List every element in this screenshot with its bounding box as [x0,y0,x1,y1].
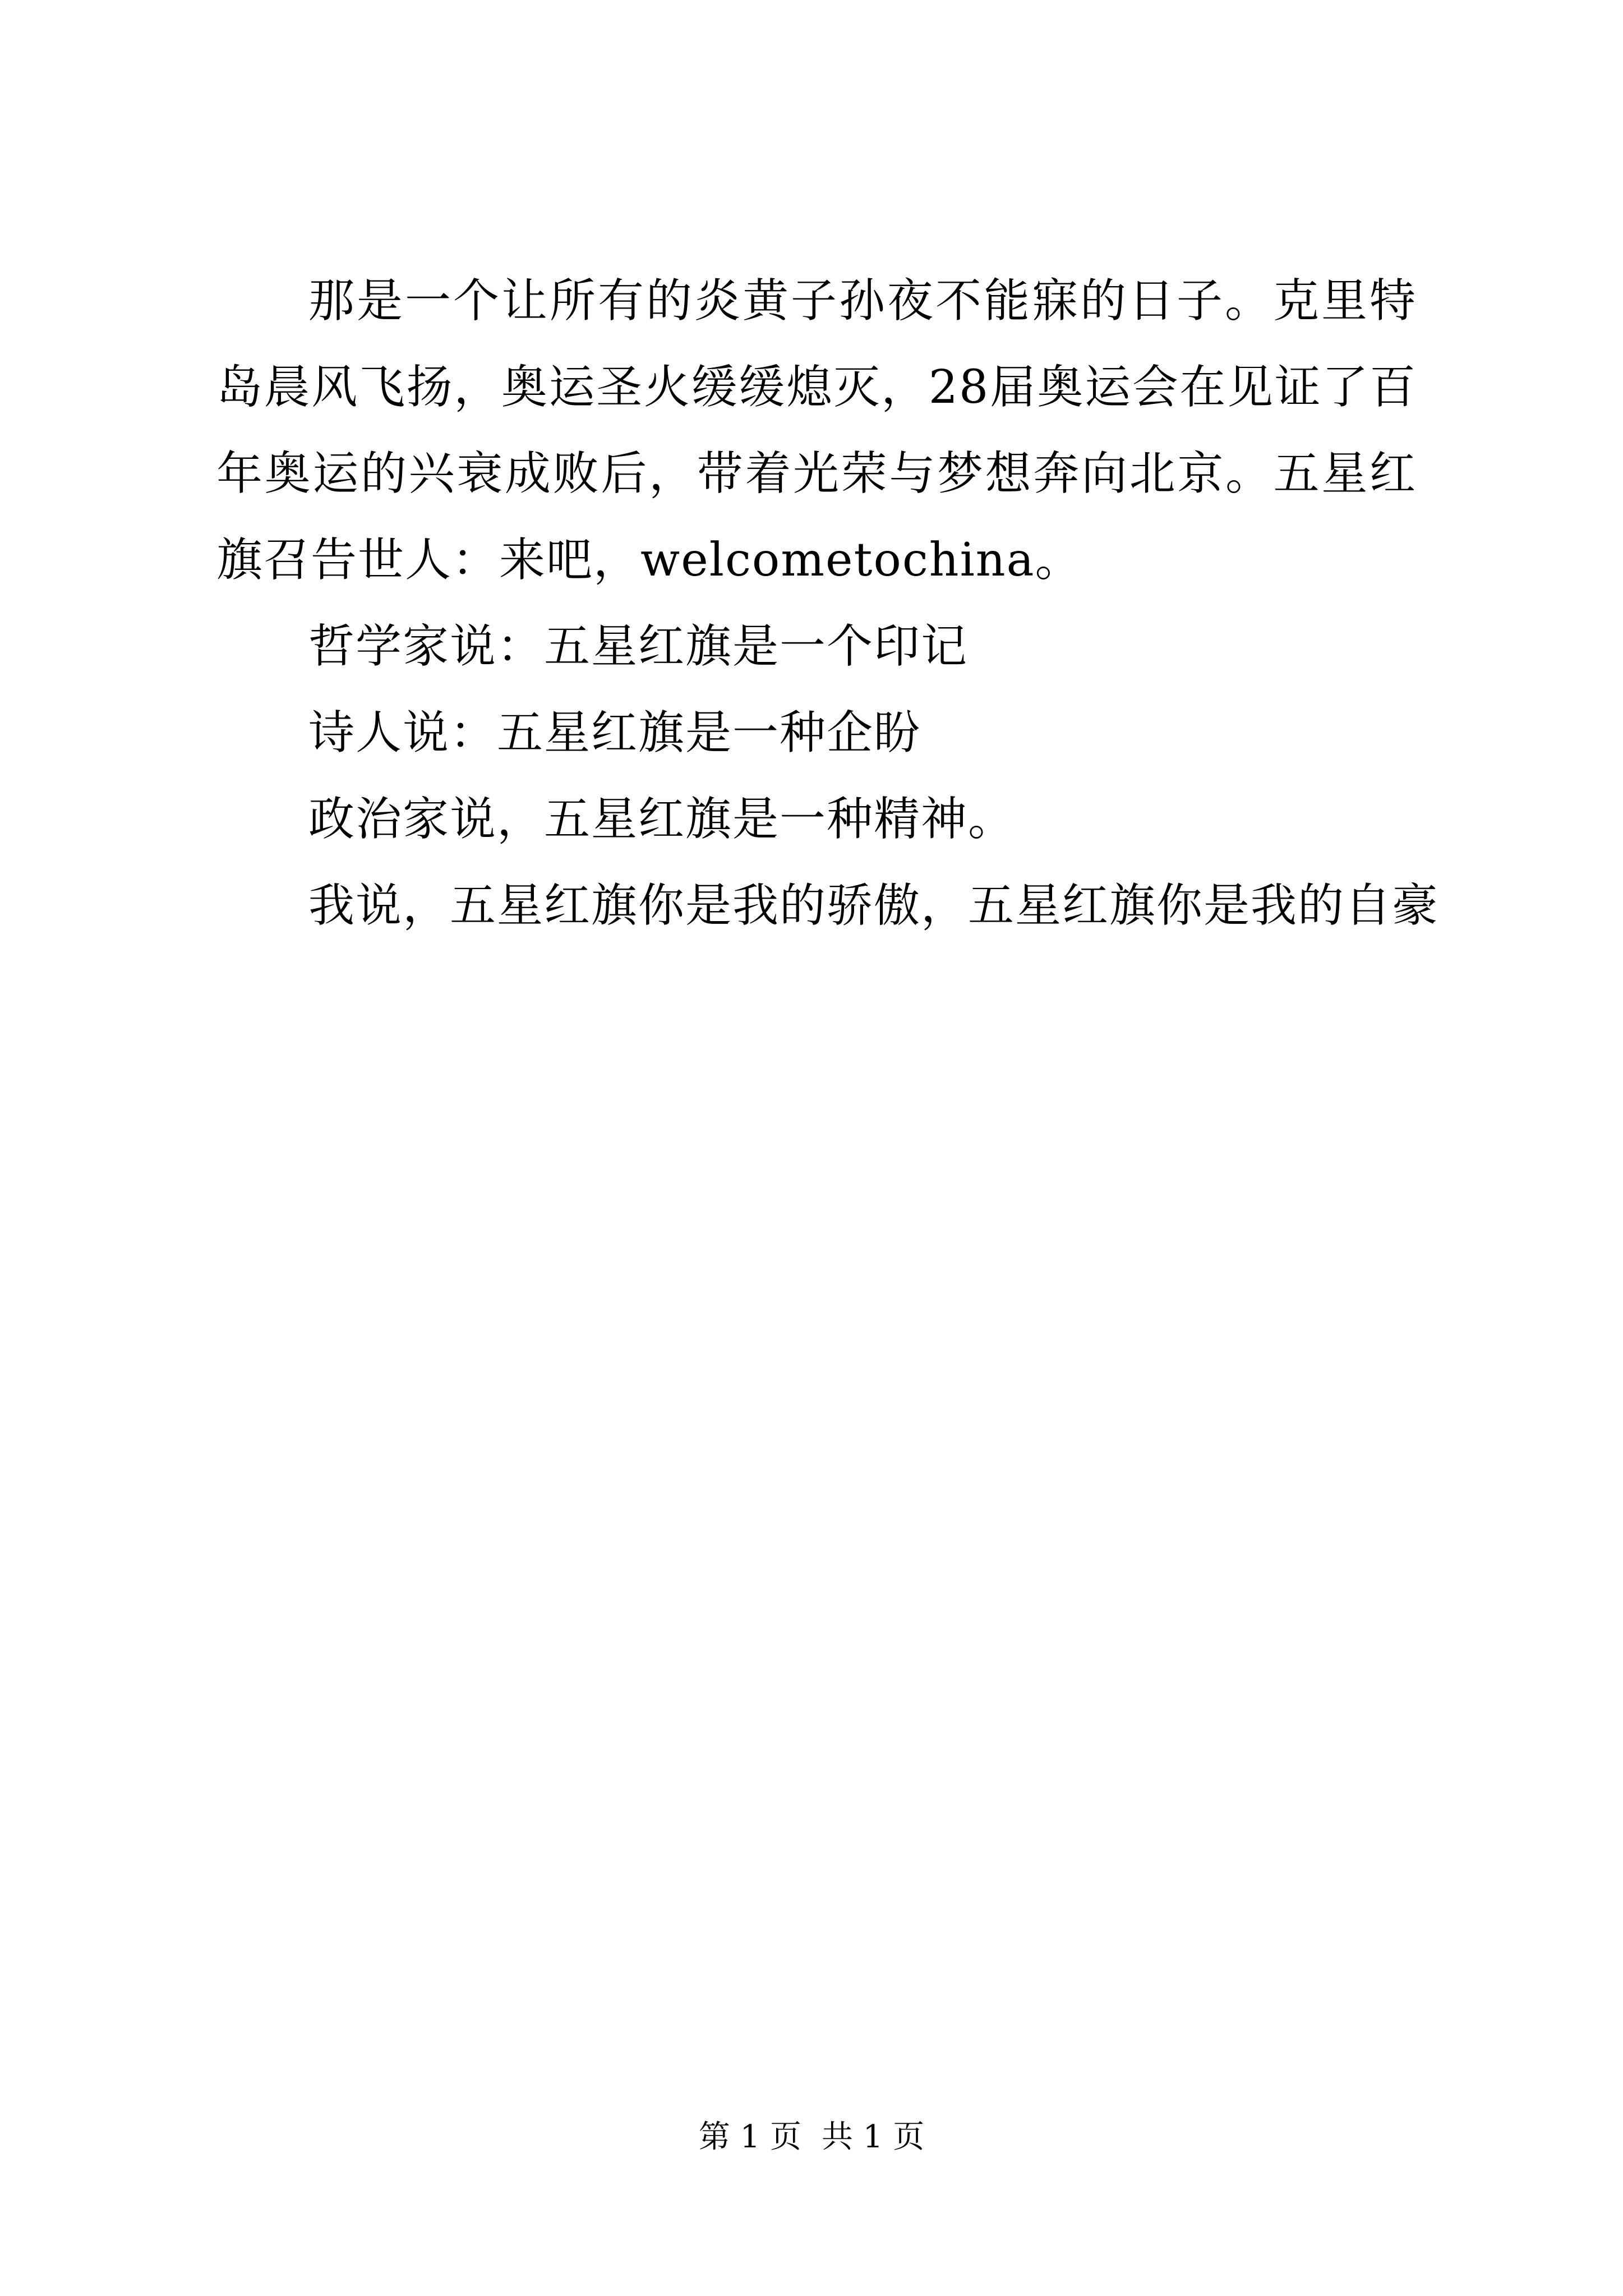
page-number: 第 1 页 [698,2119,801,2155]
politician-line: 政治家说，五星红旗是一种精神。 [308,793,1016,846]
poet-line: 诗人说：五星红旗是一种企盼 [308,706,921,760]
philosopher-line: 哲学家说：五星红旗是一个印记 [308,620,969,673]
closing-line: 我说，五星红旗你是我的骄傲，五星红旗你是我的自豪 [308,879,1440,932]
page-footer [0,2115,1623,2160]
page-total: 共 1 页 [822,2119,925,2155]
document-body [216,258,1440,949]
opening-paragraph: 那是一个让所有的炎黄子孙夜不能寐的日子。克里特岛晨风飞扬，奥运圣火缓缓熄灭，28届奥运会在见证了百年奥运的兴衰成败后，带着光荣与梦想奔向北京。五星红旗召告世人：来吧，welcometochina。 [216,274,1417,587]
